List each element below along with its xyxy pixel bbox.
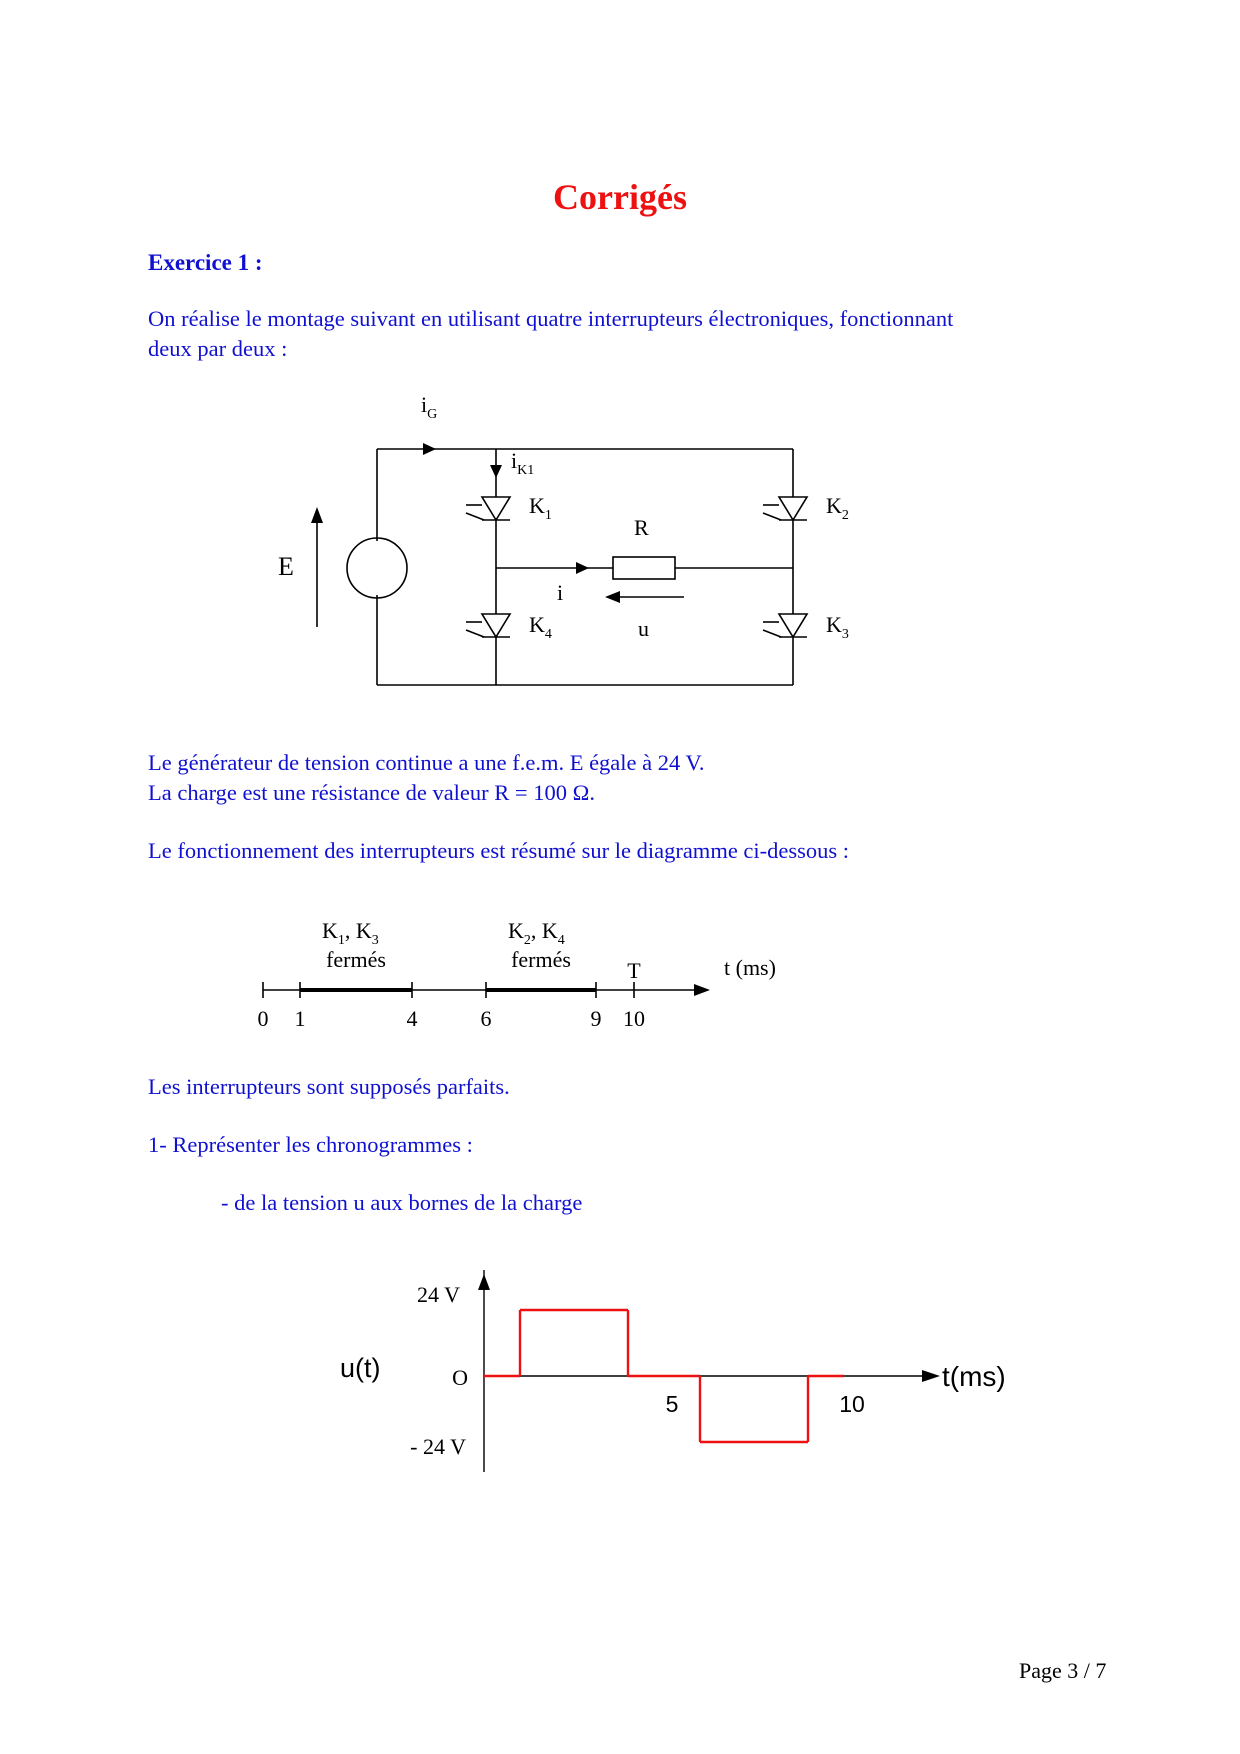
phase1-switches: $K_1$, $K_3$ bbox=[322, 918, 379, 948]
voltage-chronogram bbox=[300, 1240, 1020, 1480]
y-axis-arrow-head bbox=[478, 1274, 490, 1290]
y-axis-label: u(t) bbox=[340, 1353, 381, 1383]
tick-label-1: 1 bbox=[294, 1006, 306, 1031]
tick-label-0: 0 bbox=[257, 1006, 269, 1031]
phase2-state: fermés bbox=[511, 947, 571, 972]
page-title: Corrigés bbox=[553, 177, 687, 217]
tick-label-4: 4 bbox=[406, 1006, 418, 1031]
page-number: Page 3 / 7 bbox=[1019, 1658, 1107, 1683]
current-ig-label: $i_G$ bbox=[421, 392, 438, 422]
switch-k3-label: $K_3$ bbox=[826, 612, 849, 642]
x-axis-arrow-head bbox=[922, 1370, 940, 1382]
exercise-title: Exercice 1 : bbox=[148, 250, 263, 275]
intro-line-2: deux par deux : bbox=[148, 336, 288, 361]
timeline-arrow-head bbox=[694, 984, 710, 996]
resistor-label: R bbox=[634, 515, 649, 540]
load-current-label: i bbox=[557, 580, 564, 605]
x-axis-label: t(ms) bbox=[942, 1361, 1006, 1392]
source-label-e: E bbox=[278, 552, 294, 581]
tick-label-10: 10 bbox=[623, 1006, 645, 1031]
description-line-2: La charge est une résistance de valeur R = 100 Ω. bbox=[148, 780, 595, 805]
diagram-intro: Le fonctionnement des interrupteurs est résumé sur le diagramme ci-dessous : bbox=[148, 838, 850, 863]
timeline-axis-label: t (ms) bbox=[724, 955, 776, 980]
phase2-switches: $K_2$, $K_4$ bbox=[508, 918, 565, 948]
x-tick-label-5: 5 bbox=[665, 1391, 679, 1417]
intro-line-1: On réalise le montage suivant en utilisant quatre interrupteurs électroniques, fonctionnant bbox=[148, 306, 954, 331]
y-tick-label-origin: O bbox=[452, 1365, 468, 1390]
assumption: Les interrupteurs sont supposés parfaits. bbox=[148, 1074, 510, 1099]
y-tick-label-minus-24v: - 24 V bbox=[410, 1434, 466, 1459]
question-1: 1- Représenter les chronogrammes : bbox=[148, 1132, 473, 1157]
description-line-1: Le générateur de tension continue a une f.e.m. E égale à 24 V. bbox=[148, 750, 705, 775]
question-1-item: - de la tension u aux bornes de la charge bbox=[221, 1190, 583, 1215]
current-ik1-label: $i_{K1}$ bbox=[511, 448, 535, 478]
switch-k4-label: $K_4$ bbox=[529, 612, 552, 642]
y-tick-label-24v: 24 V bbox=[417, 1282, 460, 1307]
phase1-state: fermés bbox=[326, 947, 386, 972]
tick-label-6: 6 bbox=[480, 1006, 492, 1031]
switch-k2-label: $K_2$ bbox=[826, 493, 849, 523]
switch-k1-label: $K_1$ bbox=[529, 493, 552, 523]
load-voltage-label: u bbox=[638, 616, 649, 641]
tick-label-9: 9 bbox=[590, 1006, 602, 1031]
x-tick-label-10: 10 bbox=[839, 1391, 865, 1417]
period-label: T bbox=[627, 958, 641, 983]
